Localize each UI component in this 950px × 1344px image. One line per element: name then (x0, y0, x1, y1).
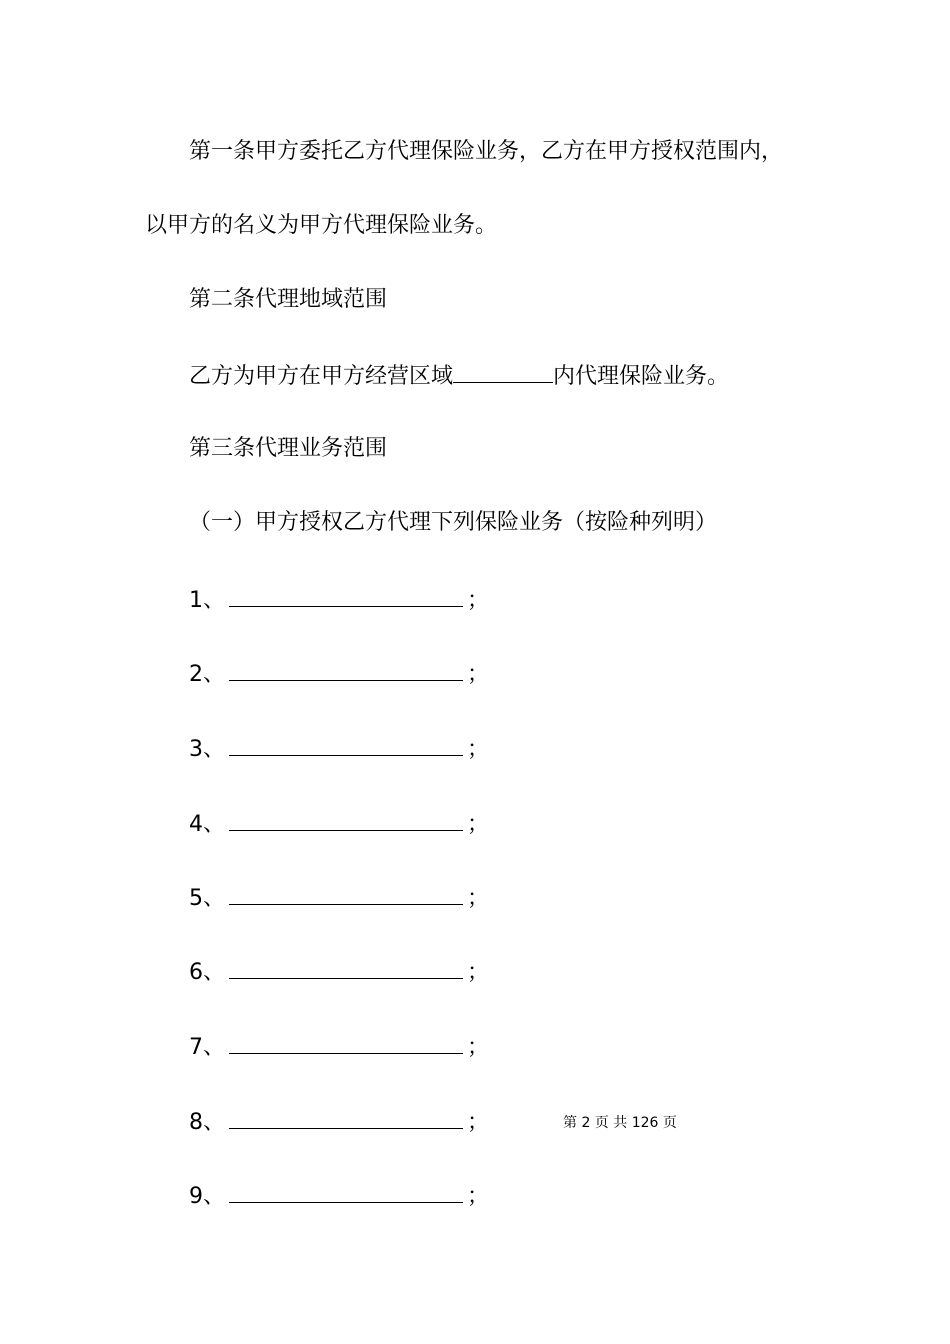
item-number: 3、 (189, 737, 225, 762)
item-blank (229, 658, 463, 681)
region-blank (453, 360, 553, 383)
region-line (189, 360, 729, 392)
region-line-after: 内代理保险业务。 (553, 364, 730, 389)
item-number: 1、 (189, 588, 225, 613)
item-number: 4、 (189, 812, 225, 837)
item-blank (229, 733, 463, 756)
list-item (189, 584, 489, 616)
item-blank (229, 808, 463, 831)
item-end: ； (467, 1184, 490, 1209)
item-end: ； (467, 1035, 490, 1060)
item-end: ； (467, 588, 490, 613)
item-blank (229, 1106, 463, 1129)
article3-subtitle: （一）甲方授权乙方代理下列保险业务（按险种列明） (189, 510, 718, 535)
page-number: 第 2 页 共 126 页 (563, 1115, 677, 1131)
list-item (189, 658, 489, 690)
article1-line1: 第一条甲方委托乙方代理保险业务，乙方在甲方授权范围内， (189, 139, 784, 164)
item-blank (229, 882, 463, 905)
article3-title: 第三条代理业务范围 (189, 436, 388, 461)
item-blank (229, 1180, 463, 1203)
item-number: 5、 (189, 886, 225, 911)
article2-title: 第二条代理地域范围 (189, 287, 388, 312)
item-end: ； (467, 662, 490, 687)
item-end: ； (467, 1110, 490, 1135)
item-number: 7、 (189, 1035, 225, 1060)
list-item (189, 956, 489, 988)
item-number: 6、 (189, 960, 225, 985)
item-blank (229, 956, 463, 979)
item-end: ； (467, 737, 490, 762)
item-end: ； (467, 812, 490, 837)
item-number: 9、 (189, 1184, 225, 1209)
list-item (189, 808, 489, 840)
list-item (189, 733, 489, 765)
list-item (189, 1031, 489, 1063)
item-end: ； (467, 960, 490, 985)
item-end: ； (467, 886, 490, 911)
list-item (189, 882, 489, 914)
item-number: 8、 (189, 1110, 225, 1135)
list-item (189, 1180, 489, 1212)
list-item (189, 1106, 489, 1138)
item-number: 2、 (189, 662, 225, 687)
item-blank (229, 584, 463, 607)
item-blank (229, 1031, 463, 1054)
article1-line2: 以甲方的名义为甲方代理保险业务。 (145, 213, 498, 238)
region-line-before: 乙方为甲方在甲方经营区域 (189, 364, 454, 389)
